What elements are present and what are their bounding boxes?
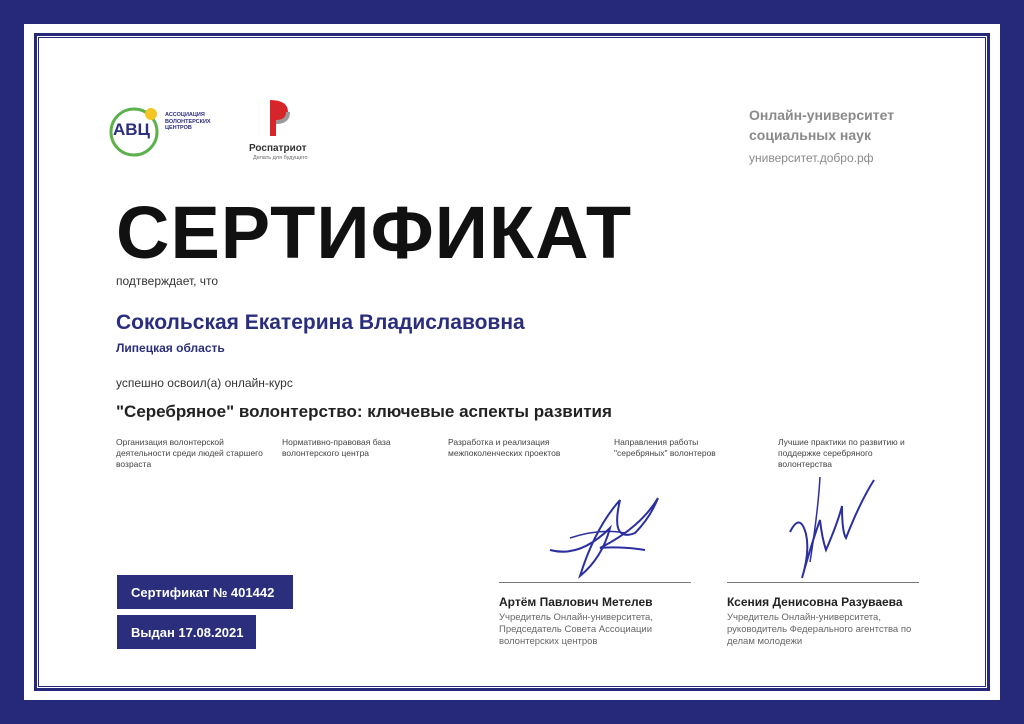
avc-logo-text: АВЦ bbox=[113, 120, 150, 139]
confirms-text: подтверждает, что bbox=[116, 274, 219, 288]
rospatriot-caption: Делать для будущего bbox=[253, 155, 308, 161]
topic-item: Нормативно-правовая база волонтерского центра bbox=[282, 437, 391, 458]
topic-item: Организация волонтерской деятельности среди людей старшего возраста bbox=[116, 437, 263, 469]
recipient-name: Сокольская Екатерина Владиславовна bbox=[116, 311, 525, 334]
signatory-2-role: Учредитель Онлайн-университета, руководитель Федерального агентства по делам молодежи bbox=[727, 612, 912, 647]
certificate-number-badge: Сертификат № 401442 bbox=[117, 575, 293, 609]
signature-1-line bbox=[499, 582, 691, 583]
signature-2-line bbox=[727, 582, 919, 583]
rospatriot-logo-icon bbox=[264, 98, 294, 138]
rospatriot-name: Роспатриот bbox=[249, 143, 307, 154]
avc-logo-caption: АССОЦИАЦИЯ ВОЛОНТЕРСКИХ ЦЕНТРОВ bbox=[165, 112, 211, 131]
topic-item: Разработка и реализация межпоколенческих проектов bbox=[448, 437, 561, 458]
issue-date-badge: Выдан 17.08.2021 bbox=[117, 615, 256, 649]
university-url: университет.добро.рф bbox=[749, 151, 874, 165]
topic-item: Лучшие практики по развитию и поддержке серебряного волонтерства bbox=[778, 437, 905, 469]
course-title: "Серебряное" волонтерство: ключевые аспекты развития bbox=[116, 402, 612, 421]
completed-text: успешно освоил(а) онлайн-курс bbox=[116, 376, 293, 390]
signatory-2-name: Ксения Денисовна Разуваева bbox=[727, 595, 903, 609]
university-name bbox=[749, 105, 894, 145]
recipient-region: Липецкая область bbox=[116, 341, 225, 355]
certificate-title: СЕРТИФИКАТ bbox=[116, 191, 633, 274]
university-name-line2: социальных наук bbox=[749, 127, 871, 143]
signatory-1-name: Артём Павлович Метелев bbox=[499, 595, 653, 609]
topic-item: Направления работы "серебряных" волонтеров bbox=[614, 437, 716, 458]
university-name-line1: Онлайн-университет bbox=[749, 107, 895, 123]
signature-1-image bbox=[540, 488, 670, 583]
signature-2-image bbox=[780, 472, 880, 582]
signatory-1-role: Учредитель Онлайн-университета, Председатель Совета Ассоциации волонтерских центров bbox=[499, 612, 653, 647]
